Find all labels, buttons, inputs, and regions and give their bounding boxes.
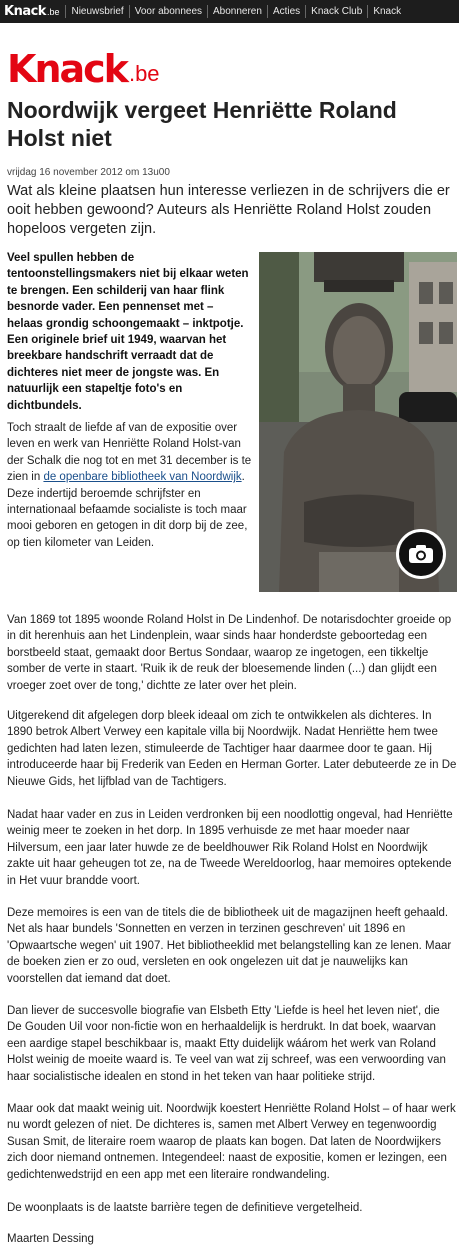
article-paragraph: Van 1869 tot 1895 woonde Roland Holst in De Lindenhof. De notarisdochter groeide op in dit herenhuis aan het Lindenplein, waar sinds haar honderdste geboortedag een borstbeeld staat, gemaakt door Bertus Sondaar, waarop ze ingetogen, een tikkeltje somber de verte in staart. 'Ruik ik de reuk der bloesemende linden (...) dan glijdt een vroeger zoet over de tong,' dichtte ze later over het plein. <box>7 614 452 692</box>
camera-icon <box>408 544 434 564</box>
article-intro: Veel spullen hebben de tentoonstellingsmakers niet bij elkaar weten te brengen. Een schilderij van haar flink besnorde vader. Een pennenset met – helaas grondig schoongemaakt – inktpotje. Een originele brief uit 1949, waarvan het breekbare handschrift verraadt dat de dichteres niet meer de jongste was. En natuurlijk een stapeltje foto's en dichtbundels. <box>7 252 249 412</box>
nav-item-nieuwsbrief[interactable]: Nieuwsbrief <box>65 5 128 18</box>
article-title: Noordwijk vergeet Henriëtte Roland Holst niet <box>7 97 397 151</box>
paragraph-text: . Deze indertijd beroemde schrijfster en internationaal befaamde socialiste is toch maar mooi geboren en getogen in dit dorp bij de zee, op tien kilometer van Leiden. <box>7 471 248 549</box>
topbar-logo-word: Knack <box>4 4 46 19</box>
nav-item-knack[interactable]: Knack <box>367 5 406 18</box>
article-paragraph: Deze memoires is een van de titels die de bibliotheek uit de magazijnen heeft gehaald. Net als haar bundels 'Sonnetten en verzen in terzinen geschreven' uit 1896 en 'Opwaartsche wegen' uit 1907. Het bibliotheeklid met belangstelling kan ze lenen. Maar de boeken zien er zo oud, versleten en ook ongelezen uit dat je nauwelijks kan voorstellen dat iemand dat doet. <box>7 907 452 985</box>
knack-logo-tld: .be <box>128 61 160 86</box>
article-paragraph: De woonplaats is de laatste barrière tegen de definitieve vergetelheid. <box>7 1202 363 1214</box>
article-date: vrijdag 16 november 2012 om 13u00 <box>7 167 170 178</box>
top-navigation-bar <box>0 0 459 23</box>
article-paragraph-expositie <box>7 420 252 551</box>
topbar-logo-tld: .be <box>46 7 60 17</box>
nav-item-knack-club[interactable]: Knack Club <box>305 5 367 18</box>
topbar-logo[interactable] <box>0 4 65 19</box>
knack-logo[interactable] <box>7 47 160 91</box>
library-link[interactable]: de openbare bibliotheek van Noordwijk <box>43 471 242 484</box>
article-paragraph: Maar ook dat maakt weinig uit. Noordwijk koestert Henriëtte Roland Holst – of haar werk nu wordt gelezen of niet. De dichteres is, samen met Albert Verwey en tegenwoordig Susan Smit, de literaire roem waarop de plaats kan bogen. Dat laten de Noordwijkers zich door niemand ontnemen. Integendeel: naast de expositie, komen er lezingen, een gedichtenwedstrijd en een app met een literaire rondwandeling. <box>7 1103 456 1181</box>
article-paragraph: Nadat haar vader en zus in Leiden verdronken bij een noodlottig ongeval, had Henriëtte weinig meer te zoeken in het dorp. In 1895 verhuisde ze met haar moeder naar Hilversum, een jaar later huwde ze de beeldhouwer Rik Roland Holst en Noordwijk zakte uit haar geheugen tot ze, na de Tweede Wereldoorlog, haar memoires optekende in Het vuur brandde voort. <box>7 809 453 887</box>
topbar-nav <box>65 0 406 23</box>
nav-item-acties[interactable]: Acties <box>267 5 305 18</box>
article-paragraph: Dan liever de succesvolle biografie van Elsbeth Etty 'Liefde is heel het leven niet', die De Gouden Uil voor non-fictie won en herhaaldelijk is herdrukt. In dat boek, waarvan een aardige stapel beschikbaar is, maakt Etty duidelijk wáárom het werk van Roland Holst weinig de moeite waard is. Te veel van wat zij schreef, was een verwoording van haar socialistische idealen en stond in het teken van haar politieke strijd. <box>7 1005 446 1083</box>
knack-logo-word: Knack <box>7 47 127 91</box>
paragraph-text: Toch straalt de liefde af van de expositie over leven en werk van Henriëtte Roland Holst-van der Schalk die nog tot en met 31 december is te zien in <box>7 422 252 484</box>
nav-item-abonneren[interactable]: Abonneren <box>207 5 267 18</box>
article-paragraph: Uitgerekend dit afgelegen dorp bleek ideaal om zich te ontwikkelen als dichteres. In 1890 betrok Albert Verwey een kapitale villa bij Noordwijk. Nadat Henriëtte hem twee gedichten had laten lezen, stimuleerde de Tachtiger haar daarmee door te gaan. Hij introduceerde haar bij Frederik van Eeden en Herman Gorter. Later debuteerde ze in De Nieuwe Gids, het lijfblad van de Tachtigers. <box>7 710 457 788</box>
camera-button[interactable] <box>396 529 446 579</box>
article-lead: Wat als kleine plaatsen hun interesse verliezen in de schrijvers die er ooit hebben gewoond? Auteurs als Henriëtte Roland Holst zouden hopeloos vergeten zijn. <box>7 183 450 237</box>
article-byline: Maarten Dessing <box>7 1233 94 1245</box>
nav-item-voor-abonnees[interactable]: Voor abonnees <box>129 5 207 18</box>
